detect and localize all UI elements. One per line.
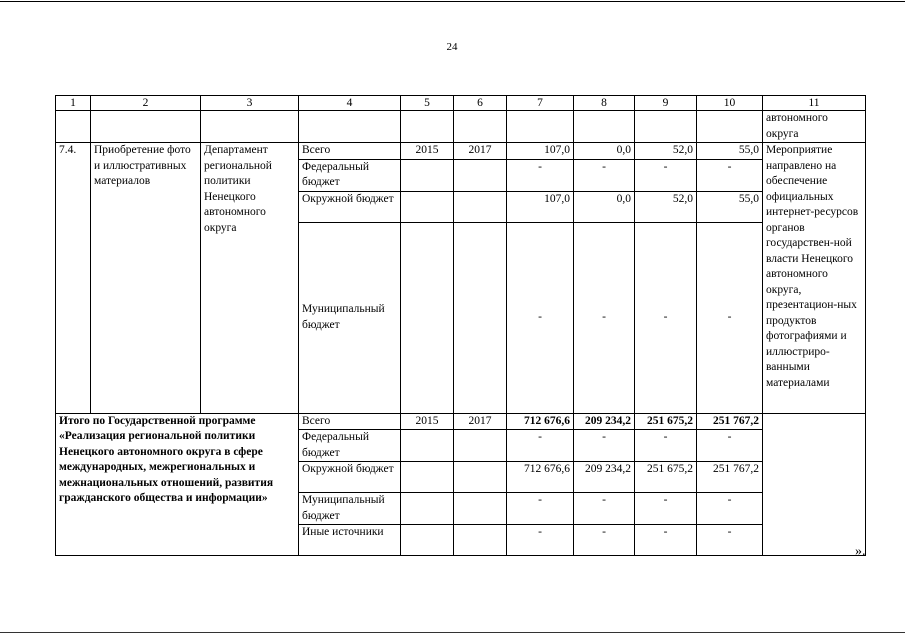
value-cell: - <box>697 222 763 413</box>
header-cell: 8 <box>574 96 635 111</box>
value-cell: - <box>507 159 574 191</box>
value-cell: - <box>507 430 574 462</box>
funding-source: Всего <box>299 143 401 160</box>
value-cell: 52,0 <box>635 191 697 222</box>
header-cell: 3 <box>201 96 299 111</box>
value-cell: - <box>697 525 763 556</box>
value-cell: - <box>574 525 635 556</box>
funding-source: Муниципальный бюджет <box>299 493 401 525</box>
value-cell: 55,0 <box>697 143 763 160</box>
value-cell: - <box>697 430 763 462</box>
value-cell: - <box>635 222 697 413</box>
value-cell: - <box>507 222 574 413</box>
table-row <box>56 143 866 160</box>
value-cell: 209 234,2 <box>574 462 635 493</box>
funding-source: Всего <box>299 413 401 430</box>
value-cell: - <box>635 525 697 556</box>
funding-source: Иные источники <box>299 525 401 556</box>
header-cell: 2 <box>91 96 201 111</box>
value-cell: - <box>574 493 635 525</box>
value-cell: 107,0 <box>507 191 574 222</box>
end-year: 2017 <box>454 413 507 430</box>
value-cell: - <box>635 159 697 191</box>
start-year: 2015 <box>401 143 454 160</box>
item-number: 7.4. <box>56 143 91 414</box>
table-row <box>56 413 866 430</box>
value-cell: 0,0 <box>574 191 635 222</box>
header-cell: 5 <box>401 96 454 111</box>
funding-source: Федеральный бюджет <box>299 159 401 191</box>
value-cell: 209 234,2 <box>574 413 635 430</box>
total-title: Итого по Государственной программе «Реализация региональной политики Ненецкого автономного округа в сфере международных, межрегиональных и межнациональных отношений, развития гражданского общества и информации» <box>56 413 299 556</box>
value-cell: 712 676,6 <box>507 462 574 493</box>
value-cell: - <box>697 159 763 191</box>
page-number: 24 <box>446 41 458 53</box>
total-note <box>763 413 866 556</box>
funding-source: Окружной бюджет <box>299 191 401 222</box>
item-executor: Департамент региональной политики Ненецкого автономного округа <box>201 143 299 414</box>
value-cell: - <box>507 493 574 525</box>
header-cell: 4 <box>299 96 401 111</box>
continuation-row <box>56 111 866 143</box>
value-cell: - <box>507 525 574 556</box>
value-cell: 251 675,2 <box>635 462 697 493</box>
value-cell: - <box>635 493 697 525</box>
item-note: Мероприятие направлено на обеспечение официальных интернет-ресурсов органов государствен-ной власти Ненецкого автономного округа, презентацион-ных продуктов фотографиями и иллюстриро-ванными материалами <box>763 143 866 414</box>
header-cell: 6 <box>454 96 507 111</box>
funding-source: Муниципальный бюджет <box>299 222 401 413</box>
funding-source: Федеральный бюджет <box>299 430 401 462</box>
value-cell: 251 675,2 <box>635 413 697 430</box>
value-cell: 52,0 <box>635 143 697 160</box>
budget-table <box>55 95 866 556</box>
top-border-line <box>0 1 905 2</box>
header-cell: 10 <box>697 96 763 111</box>
value-cell: 0,0 <box>574 143 635 160</box>
value-cell: 251 767,2 <box>697 462 763 493</box>
start-year: 2015 <box>401 413 454 430</box>
value-cell: 251 767,2 <box>697 413 763 430</box>
continuation-note: автономного округа <box>763 111 866 143</box>
end-year: 2017 <box>454 143 507 160</box>
column-number-row <box>56 96 866 111</box>
value-cell: - <box>574 430 635 462</box>
closing-quote-mark: ». <box>855 544 866 559</box>
value-cell: - <box>574 222 635 413</box>
item-name: Приобретение фото и иллюстративных материалов <box>91 143 201 414</box>
bottom-border-line <box>0 632 905 633</box>
funding-source: Окружной бюджет <box>299 462 401 493</box>
value-cell: 107,0 <box>507 143 574 160</box>
value-cell: - <box>635 430 697 462</box>
header-cell: 7 <box>507 96 574 111</box>
value-cell: 712 676,6 <box>507 413 574 430</box>
value-cell: - <box>574 159 635 191</box>
value-cell: - <box>697 493 763 525</box>
header-cell: 1 <box>56 96 91 111</box>
header-cell: 11 <box>763 96 866 111</box>
header-cell: 9 <box>635 96 697 111</box>
value-cell: 55,0 <box>697 191 763 222</box>
